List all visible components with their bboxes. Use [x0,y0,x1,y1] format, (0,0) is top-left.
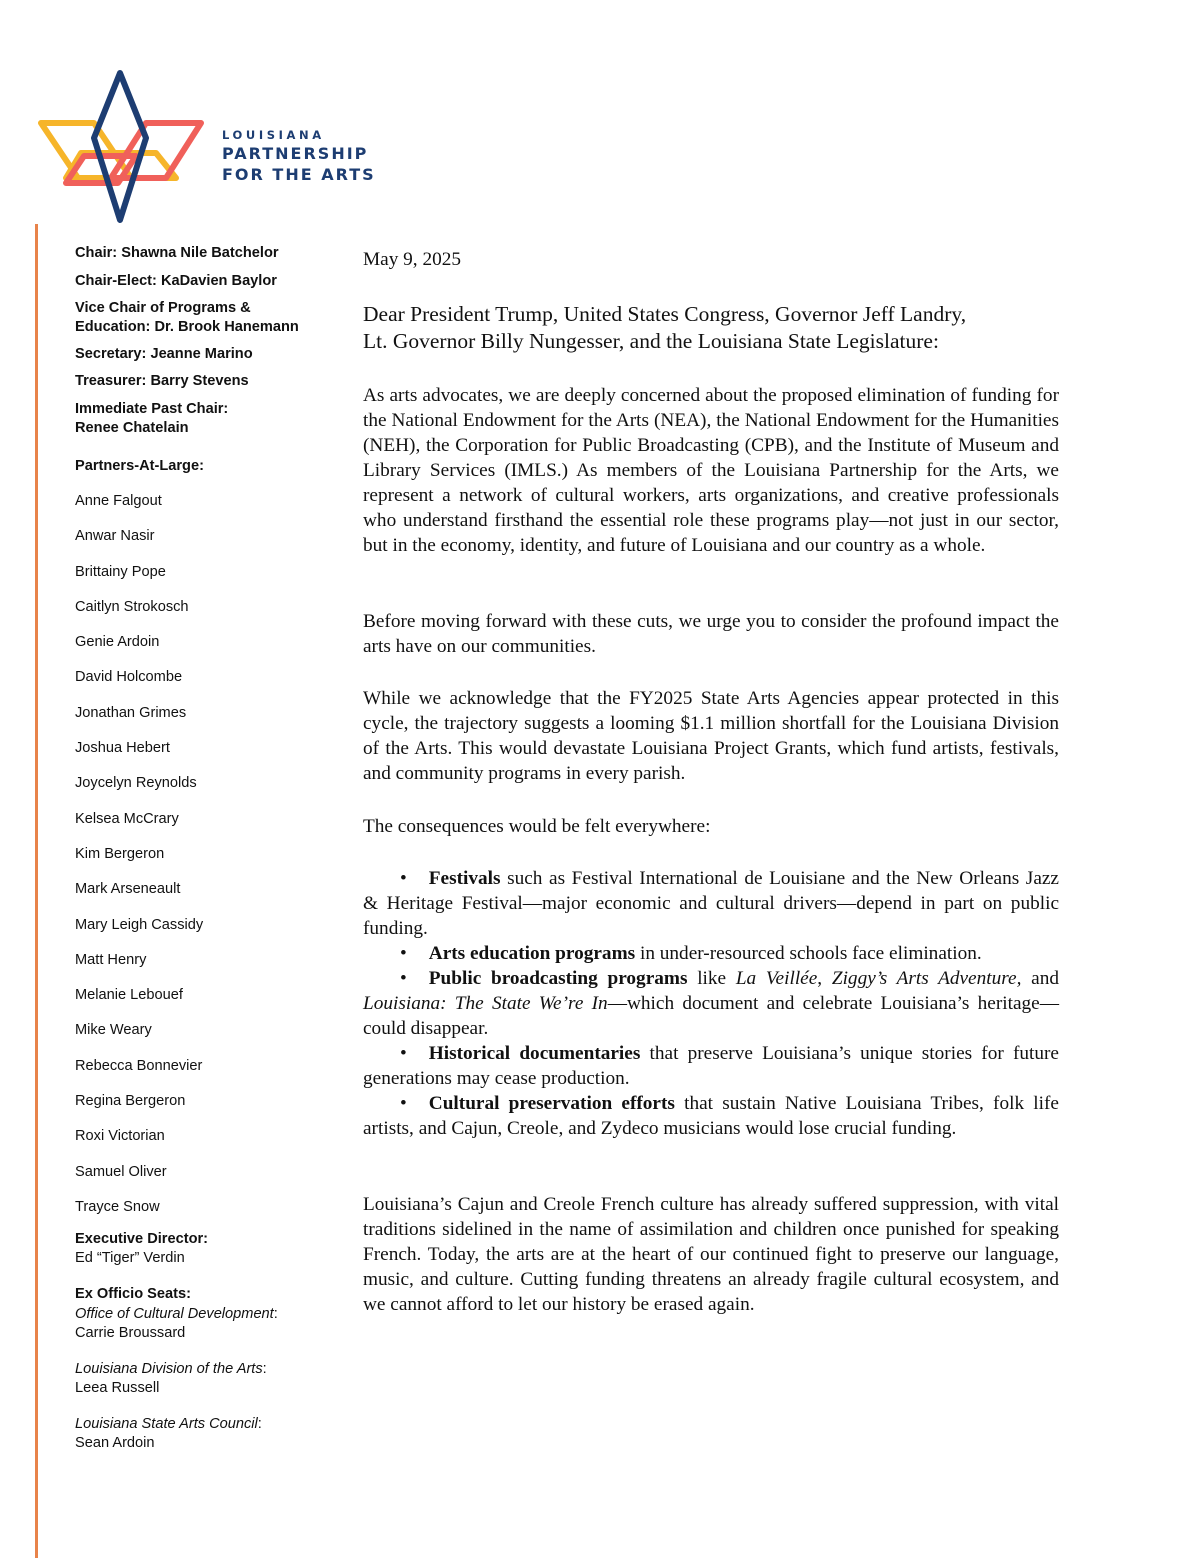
logo-blue-diamond [94,73,146,220]
partner-name: Mary Leigh Cassidy [75,916,204,933]
board-secretary: Secretary: Jeanne Marino [75,346,253,362]
partner-name: Samuel Oliver [75,1163,167,1180]
partner-name: Roxi Victorian [75,1128,165,1145]
list-item: • Public broadcasting programs like La Veillée, Ziggy’s Arts Adventure, and Louisiana: The State We’re In—which document and celebrate Louisiana’s heritage—could disappear. [363,968,1059,1039]
partner-name: Trayce Snow [75,1198,160,1215]
partner-name: Anwar Nasir [75,528,155,545]
executive-director: Executive Director: Ed “Tiger” Verdin [75,1231,209,1266]
consequences-list [363,866,1059,1141]
partner-name: Jonathan Grimes [75,704,187,721]
partner-name: Kelsea McCrary [75,810,179,827]
board-chair-elect: Chair-Elect: KaDavien Baylor [75,273,277,289]
letter-paragraph: Before moving forward with these cuts, we urge you to consider the profound impact the arts have on our communities. [363,611,1059,657]
brand-line-1: LOUISIANA [222,128,325,142]
brand-line-2: PARTNERSHIP [222,144,369,163]
partner-name: David Holcombe [75,669,183,686]
partner-name: Joycelyn Reynolds [75,775,197,792]
partner-name: Genie Ardoin [75,634,160,651]
list-item: • Historical documentaries that preserve Louisiana’s unique stories for future generations may cease production. [363,1043,1059,1089]
list-item: • Cultural preservation efforts that sustain Native Louisiana Tribes, folk life artists, and Cajun, Creole, and Zydeco musicians would lose crucial funding. [363,1093,1059,1139]
letter-date: May 9, 2025 [363,249,462,270]
partner-name: Melanie Lebouef [75,987,183,1004]
partner-name: Rebecca Bonnevier [75,1057,203,1074]
partner-name: Caitlyn Strokosch [75,598,189,615]
letter-paragraph: The consequences would be felt everywhere: [363,816,711,837]
board-chair: Chair: Shawna Nile Batchelor [75,245,279,261]
partner-name: Mark Arseneault [75,881,181,898]
partner-name: Anne Falgout [75,493,162,509]
ex-officio-seat: Office of Cultural Development: Carrie Broussard [75,1306,278,1341]
ex-officio-heading: Ex Officio Seats: [75,1286,191,1302]
board-past-chair: Immediate Past Chair: Renee Chatelain [75,401,229,436]
partners-heading: Partners-At-Large: [75,458,204,474]
partner-name: Mike Weary [75,1022,152,1039]
partners-list [75,484,203,1225]
letter-paragraph: While we acknowledge that the FY2025 State Arts Agencies appear protected in this cycle, the trajectory suggests a looming $1.1 million shortfall for the Louisiana Division of the Arts. This would devastate Louisiana Project Grants, which fund artists, festivals, and community programs in every parish. [363,688,1059,784]
list-item: • Arts education programs in under-resourced schools face elimination. [400,943,982,964]
organization-name [222,127,376,185]
list-item: • Festivals such as Festival International de Louisiane and the New Orleans Jazz & Heritage Festival—major economic and cultural drivers—depend in part on public funding. [363,868,1059,939]
organization-logo [36,68,206,226]
ex-officio-seat: Louisiana Division of the Arts: Leea Russell [75,1361,267,1396]
letter-paragraph: As arts advocates, we are deeply concerned about the proposed elimination of funding for the National Endowment for the Arts (NEA), the National Endowment for the Humanities (NEH), the Corporation for Public Broadcasting (CPB), and the Institute of Museum and Library Services (IMLS.) As members of the Louisiana Partnership for the Arts, we represent a network of cultural workers, arts organizations, and creative professionals who understand firsthand the essential role these programs play—not just in our sector, but in the economy, identity, and future of Louisiana and our country as a whole. [363,385,1059,556]
letter-paragraph: Louisiana’s Cajun and Creole French culture has already suffered suppression, with vital traditions sidelined in the name of assimilation and children once punished for speaking French. Today, the arts are at the heart of our continued fight to preserve our language, music, and culture. Cutting funding threatens an already fragile cultural ecosystem, and we cannot afford to let our history be erased again. [363,1194,1059,1315]
ex-officio-seat: Louisiana State Arts Council: Sean Ardoin [75,1416,262,1451]
board-vice-chair: Vice Chair of Programs & Education: Dr. Brook Hanemann [75,300,299,335]
partner-name: Brittainy Pope [75,563,166,580]
partner-name: Regina Bergeron [75,1093,186,1110]
brand-line-3: FOR THE ARTS [222,165,376,184]
board-treasurer: Treasurer: Barry Stevens [75,373,249,389]
partner-name: Matt Henry [75,951,147,968]
partner-name: Joshua Hebert [75,740,170,757]
letter-salutation: Dear President Trump, United States Congress, Governor Jeff Landry, Lt. Governor Billy Nungesser, and the Louisiana State Legislature: [363,302,967,353]
partner-name: Kim Bergeron [75,845,165,862]
sidebar-divider [35,224,38,1558]
